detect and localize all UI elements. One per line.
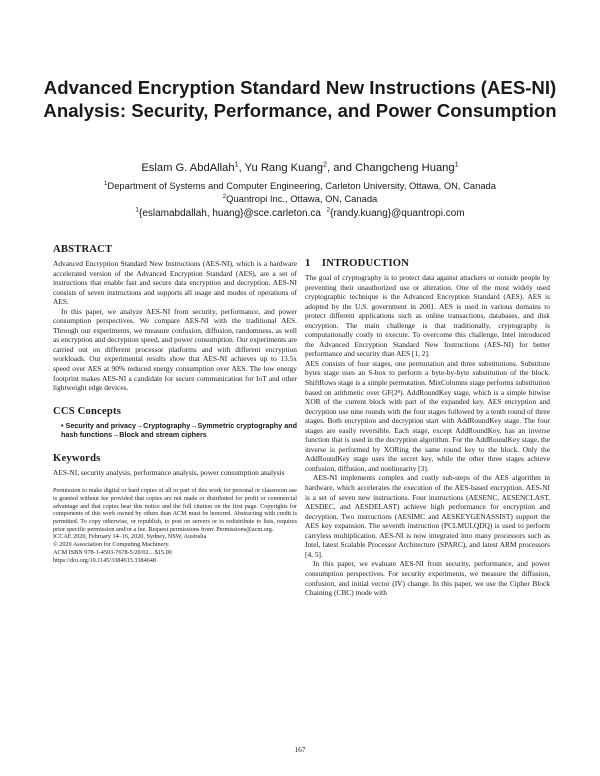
email-mark: 1 — [135, 206, 139, 214]
left-column — [53, 244, 297, 564]
affiliation-2 — [30, 193, 570, 205]
right-column — [305, 258, 550, 598]
isbn-line: ACM ISBN 978-1-4503-7678-5/20/02…$15.00 — [53, 548, 172, 556]
abstract-paragraph: Advanced Encryption Standard New Instructions (AES-NI), which is a hardware accelerated version of the Advanced Encryption Standard (AES), are a set of instructions that enable fast and secure data encryption and decryption. AES-NI consists of seven instructions and supports all usage and modes of operations of AES. — [53, 259, 297, 307]
email-text: {randy.kuang}@quantropi.com — [330, 208, 465, 219]
paper-title: Advanced Encryption Standard New Instructions (AES-NI) Analysis: Security, Performance, and Power Consumption — [43, 77, 557, 121]
keywords-text: AES-NI, security analysis, performance analysis, power consumption analysis — [53, 467, 285, 477]
conference-info: ICCAE 2020, February 14–16, 2020, Sydney, NSW, Australia — [53, 533, 207, 541]
intro-paragraph: AES-NI implements complex and costly sub-steps of the AES algorithm in hardware, which accelerates the execution of the AES-based encryption. AES-NI is a set of seven new instructions. Four instructions (AESENC, AESENCLAST, AESDEC, and AESDELAST) achieve high performance for encryption and decryption. Two instructions (AESIMC and AESKEYGENASSIST) support the AES key expansion. The seventh instruction (PCLMULQDQ) is used to perform carryless multiplication. AES-NI is now integrated into many processors such as Intel, latest Scalable Processor Architecture (SPARC), and latest ARM processors [4, 5]. — [305, 473, 550, 559]
keywords-heading: Keywords — [53, 452, 101, 464]
author-affiliation-mark: 2 — [323, 159, 328, 169]
author-emails — [30, 208, 570, 220]
author-name: Eslam G. AbdAllah — [141, 162, 235, 174]
copyright-line: © 2020 Association for Computing Machinery. — [53, 541, 170, 549]
page-number: 167 — [294, 745, 306, 754]
intro-paragraph: The goal of cryptography is to protect data against attackers or outside people by preventing their unauthorized use or alteration. One of the most widely used cryptographic technique is the Advanced Encryption Standard (AES). AES is adopted by the U.S. government in 2001. AES is used in various domains to protect different applications such as online transactions, databases, and disk encryption. The main challenge is that traditionally, cryptography is computationally costly to execute. To overcome this challenge, Intel introduced the Advanced Encryption Standard New Instructions (AES-NI) for better performance and security than AES [1, 2]. — [305, 273, 550, 359]
author-name: Changcheng Huang — [355, 162, 455, 174]
author-affiliation-mark: 1 — [234, 159, 239, 169]
abstract-paragraph: In this paper, we analyze AES-NI from security, performance, and power consumption perspectives. We compare AES-NI with the traditional AES. Through our experiments, we measure confusion, diffusion, randomness, as well as encryption and decryption speed, and power consumption. Our experiments are carried out on different processor platforms and with different encryption workloads. Our experimental results show that AES-NI achieves up to 13.5x speed over AES at 90% reduced energy consumption over AES. The low energy footprint makes AES-NI a candidate for secure communication for IoT and other lightweight edge devices. — [53, 306, 297, 393]
author-list — [30, 159, 570, 175]
author-separator: , — [238, 162, 245, 174]
affiliation-text: Quantropi Inc., Ottawa, ON, Canada — [226, 193, 378, 204]
affiliation-1 — [30, 180, 570, 192]
affiliation-mark: 2 — [222, 192, 227, 200]
affiliation-mark: 1 — [104, 179, 108, 187]
doi-link[interactable]: https://doi.org/10.1145/3384613.3384648 — [53, 556, 156, 564]
abstract-heading: ABSTRACT — [53, 244, 113, 255]
intro-paragraph: In this paper, we evaluate AES-NI from security, performance, and power consumption perspectives. For security experiments, we measure the diffusion, confusion, and initial vector (IV) change. In this paper, we use the Cipher Block Chaining (CBC) mode with — [305, 559, 550, 598]
email-text: {eslamabdallah, huang}@sce.carleton.ca — [138, 208, 321, 219]
ccs-concepts: • Security and privacy→Cryptography→Symmetric cryptography and hash functions→Block and stream ciphers — [61, 420, 297, 440]
author-affiliation-mark: 1 — [454, 159, 459, 169]
intro-paragraph: AES consists of four stages, one permutation and three substitutions. Substitute bytes stage uses an S-box to perform a byte-by-byte substitution of the block. ShiftRows stage is a simple permutation. MixColumns stage performs substitution based on arithmetic over GF(2⁸). AddRoundKey stage, which is a simple bitwise XOR of the current block with part of the expanded key. AES encryption and decryption use nine rounds with the four stages followed by a tenth round of three stages. Both encryption and decryption start with AddRoundKey stage. The four stages are easily reversible. Each stage, except AddRoundKey, has an inverse function that is used in the decryption algorithm. For the AddRoundKey stage, the inverse is performed by XORing the same round key to the block. Only the AddRoundKey stage uses the secret key, while the other three stages achieve confusion, diffusion, and nonlinearity [3]. — [305, 358, 550, 473]
affiliation-text: Department of Systems and Computer Engineering, Carleton University, Ottawa, ON, Canada — [107, 180, 496, 191]
permission-block — [53, 487, 297, 564]
ccs-heading: CCS Concepts — [53, 405, 122, 417]
author-name: Yu Rang Kuang — [244, 162, 324, 174]
email-mark: 2 — [326, 206, 331, 214]
author-separator: , and — [327, 162, 356, 174]
introduction-heading: 1 INTRODUCTION — [305, 258, 410, 269]
permission-text: Permission to make digital or hard copies of all or part of this work for personal or classroom use is granted without fee provided that copies are not made or distributed for profit or commercial advantage and that copies bear this notice and the full citation on the first page. Copyrights for components of this work owned by others than ACM must be honored. Abstracting with credit is permitted. To copy otherwise, or republish, to post on servers or to redistribute to lists, requires prior specific permission and/or a fee. Request permissions from: Permissions@acm.org. — [53, 487, 297, 533]
